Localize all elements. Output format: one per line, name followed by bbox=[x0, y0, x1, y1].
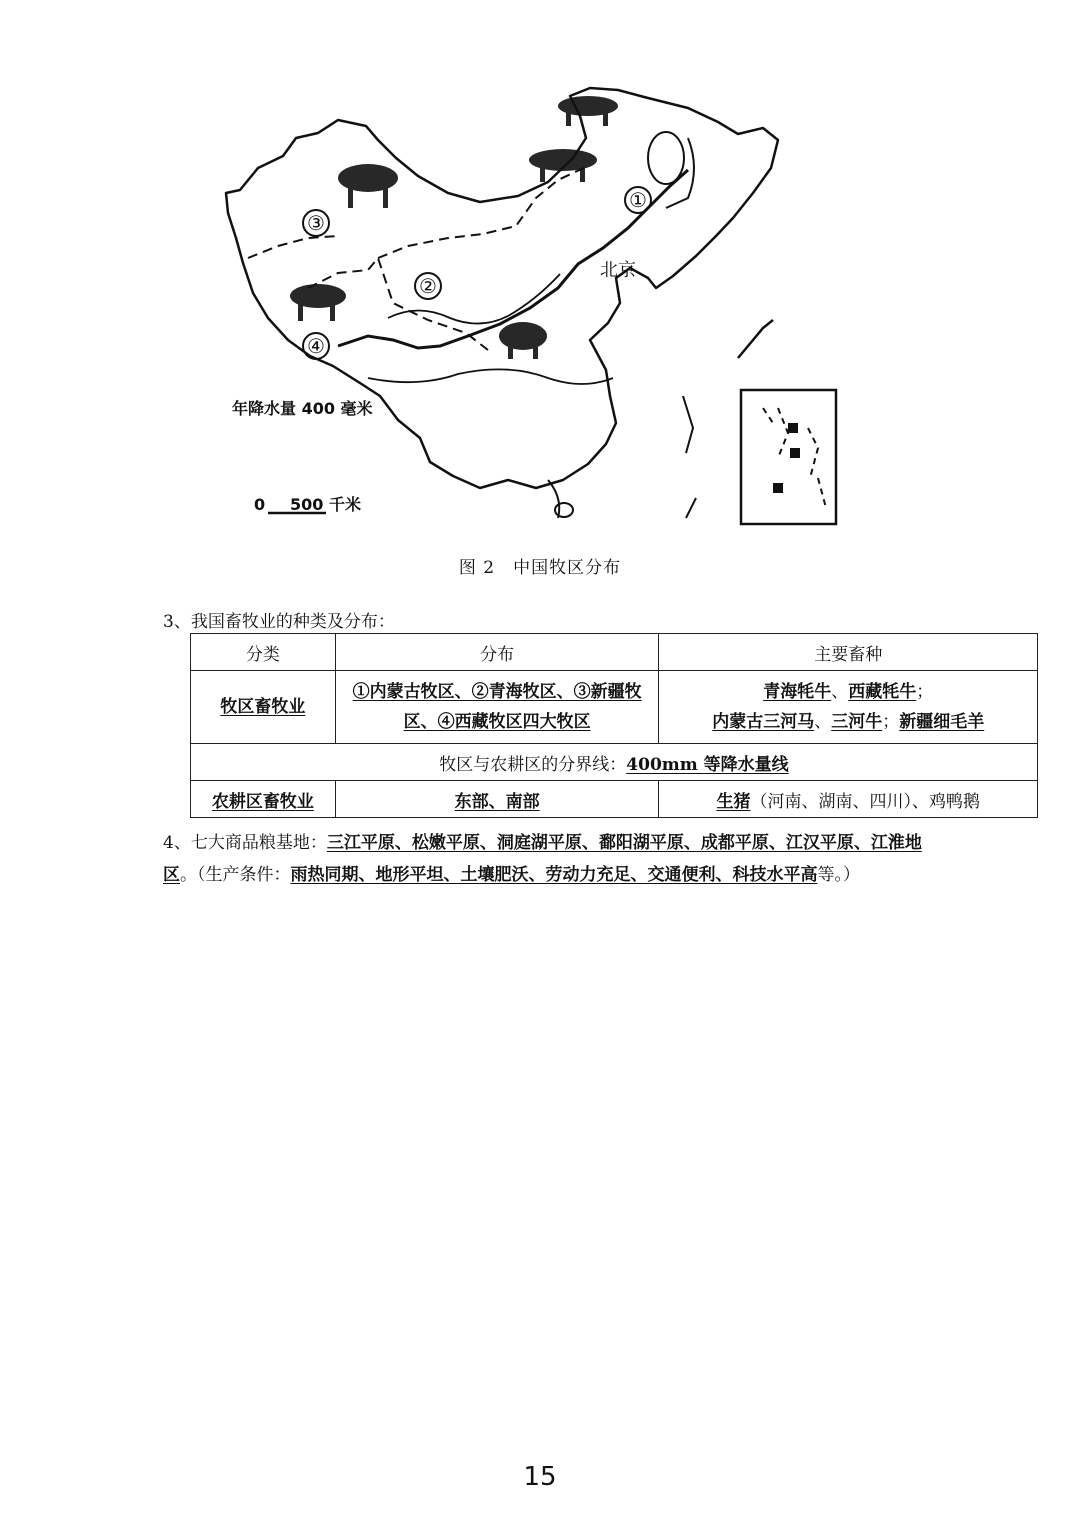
region-2-label: ② bbox=[419, 274, 437, 298]
farming-category: 农耕区畜牧业 bbox=[191, 781, 336, 818]
sheep-icon-xinjiang bbox=[338, 164, 398, 208]
table-row-farming bbox=[191, 781, 1038, 818]
grain-bases: 三江平原、松嫩平原、洞庭湖平原、鄱阳湖平原、成都平原、江汉平原、江淮地区 bbox=[163, 833, 922, 885]
region-3-label: ③ bbox=[307, 211, 325, 235]
region-4-label: ④ bbox=[307, 334, 325, 358]
table-header-row bbox=[191, 634, 1038, 671]
section4-suffix: 等。） bbox=[817, 865, 860, 885]
horse-icon bbox=[529, 96, 618, 182]
pasture-category: 牧区畜牧业 bbox=[191, 671, 336, 744]
south-china-coast bbox=[548, 480, 559, 518]
inner-province-dashed bbox=[248, 236, 338, 258]
farming-breeds: 生猪（河南、湖南、四川）、鸡鸭鹅 bbox=[659, 781, 1038, 818]
pasture-distribution: ①内蒙古牧区、②青海牧区、③新疆牧区、④西藏牧区四大牧区 bbox=[335, 671, 659, 744]
korea-coast bbox=[738, 320, 773, 358]
figure-caption: 图 2 中国牧区分布 bbox=[458, 558, 622, 578]
isohyet-label: 年降水量 400 毫米 bbox=[232, 399, 373, 418]
sea-stroke bbox=[686, 498, 696, 518]
pasture-breeds: 青海牦牛、西藏牦牛； 内蒙古三河马、三河牛；新疆细毛羊 bbox=[659, 671, 1038, 744]
table-row-pasture bbox=[191, 671, 1038, 744]
table-row-boundary bbox=[191, 744, 1038, 781]
beijing-label: 北京 bbox=[600, 260, 636, 281]
yellow-river bbox=[388, 274, 560, 324]
scale-value: 500 千米 bbox=[290, 495, 361, 514]
header-breeds: 主要畜种 bbox=[659, 634, 1038, 671]
section3-heading: 3、我国畜牧业的种类及分布： bbox=[163, 612, 395, 632]
taiwan-coast bbox=[683, 396, 693, 453]
map-drawing bbox=[218, 78, 840, 528]
yak-icon-qinghai bbox=[499, 322, 547, 359]
pasture-boundary-dashed bbox=[378, 166, 588, 258]
china-pasture-map bbox=[218, 78, 840, 528]
livestock-table bbox=[190, 633, 1038, 818]
production-conditions: 雨热同期、地形平坦、土壤肥沃、劳动力充足、交通便利、科技水平高 bbox=[290, 865, 818, 885]
yangtze-river bbox=[368, 369, 613, 384]
scale-zero: 0 bbox=[254, 495, 266, 514]
section4-prefix: 4、七大商品粮基地： bbox=[163, 833, 327, 853]
section4-mid: 。（生产条件： bbox=[180, 865, 291, 885]
header-distribution: 分布 bbox=[335, 634, 659, 671]
region-1-label: ① bbox=[629, 188, 647, 212]
boundary-cell: 牧区与农耕区的分界线：400mm 等降水量线 bbox=[191, 744, 1038, 781]
yak-icon-tibet bbox=[290, 284, 346, 321]
header-category: 分类 bbox=[191, 634, 336, 671]
farming-distribution: 东部、南部 bbox=[335, 781, 659, 818]
hainan-island bbox=[555, 503, 573, 517]
south-china-sea-inset bbox=[741, 390, 836, 524]
page-number: 15 bbox=[523, 1462, 557, 1492]
section4-paragraph bbox=[163, 827, 923, 891]
